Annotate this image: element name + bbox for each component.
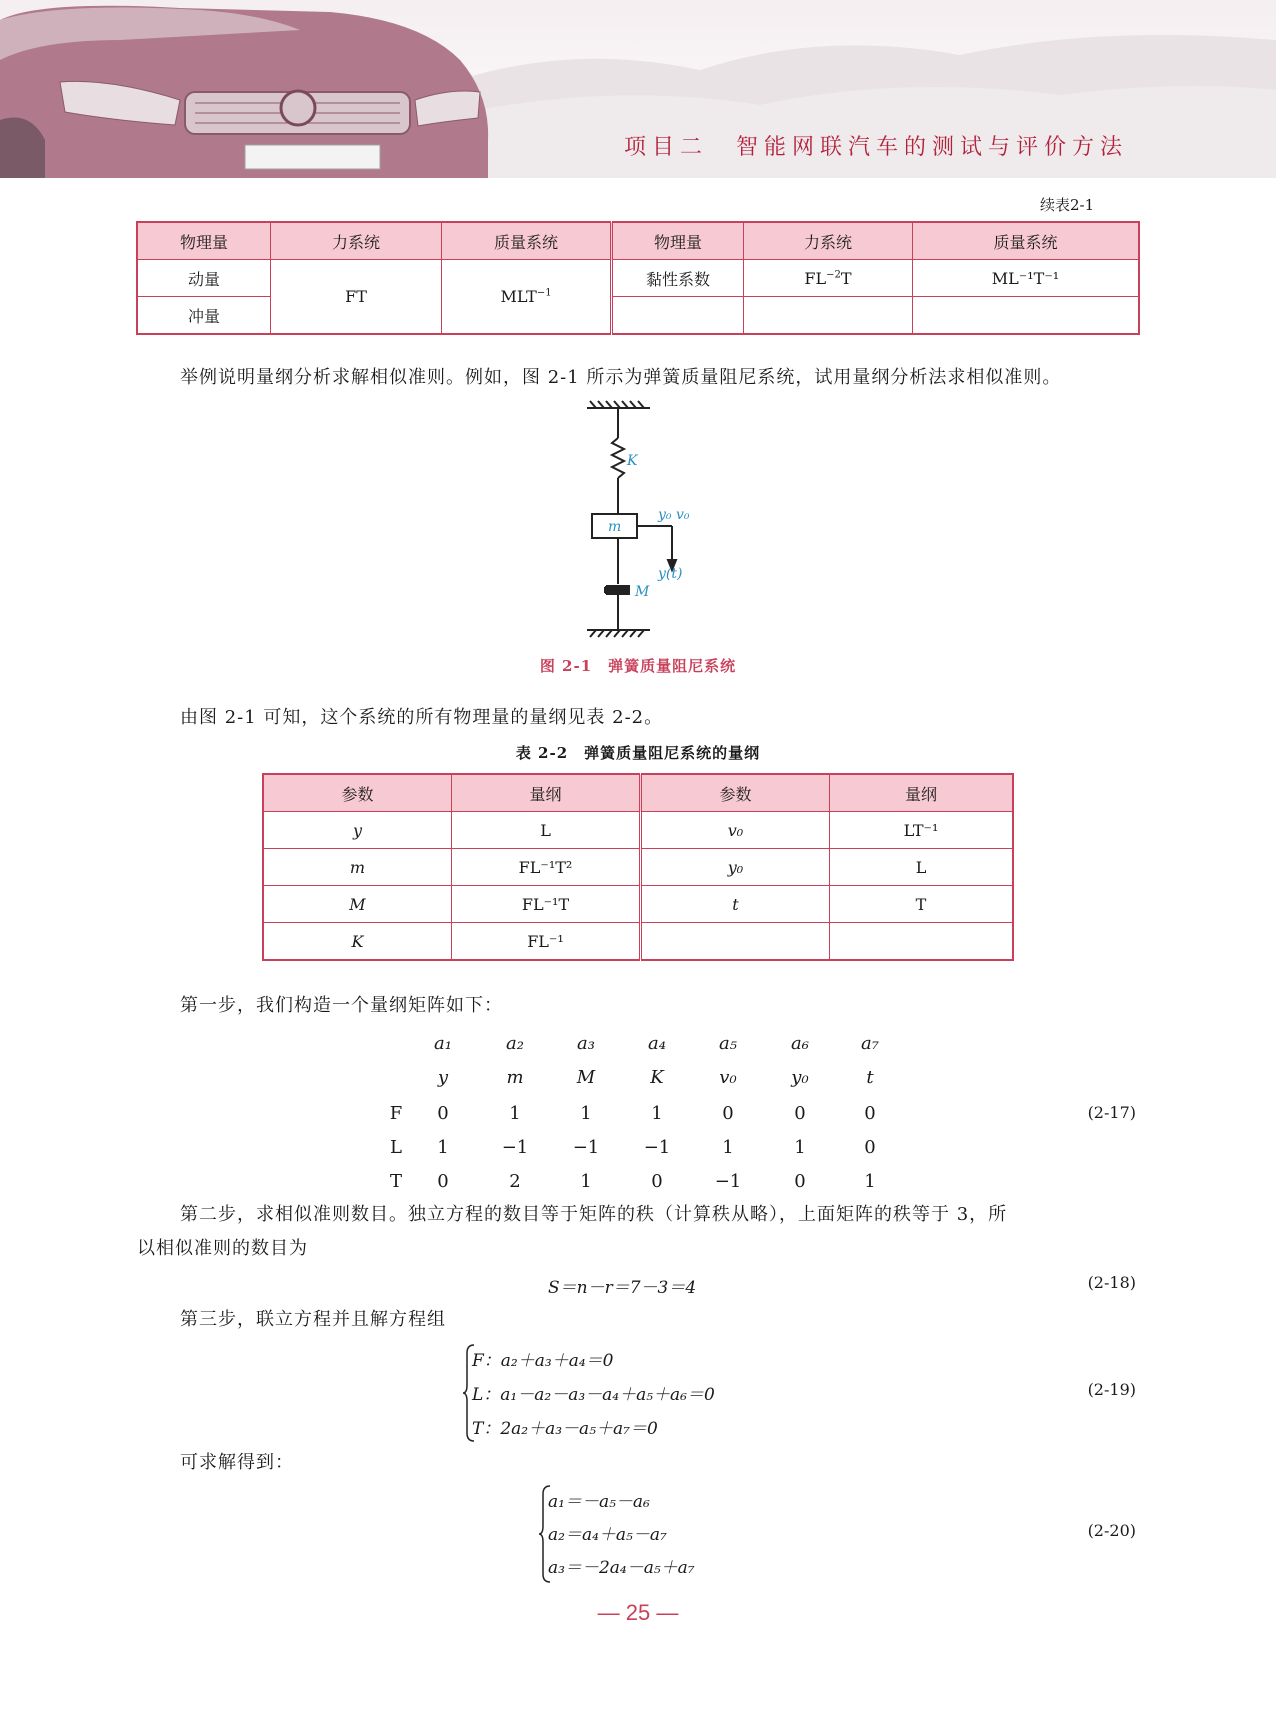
matrix-cell: −1 (572, 1137, 600, 1158)
paragraph: 由图 2-1 可知，这个系统的所有物理量的量纲见表 2-2。 (180, 707, 664, 728)
table-cell: L (830, 849, 1014, 886)
matrix-coefficient-label: a₆ (791, 1033, 809, 1054)
paragraph: 第二步，求相似准则数目。独立方程的数目等于矩阵的秩（计算秩从略），上面矩阵的秩等于 3，所 (180, 1204, 1008, 1225)
table-cell: t (641, 886, 830, 923)
matrix-coefficient-label: a₇ (861, 1033, 879, 1054)
label-M: M (635, 584, 650, 600)
header-cell: 量纲 (452, 774, 641, 812)
paragraph: 举例说明量纲分析求解相似准则。例如，图 2-1 所示为弹簧质量阻尼系统，试用量纲分析法求相似准则。 (180, 367, 1062, 388)
matrix-cell: 1 (864, 1171, 876, 1192)
matrix-cell: −1 (643, 1137, 671, 1158)
header-cell: 参数 (263, 774, 452, 812)
matrix-cell: 0 (437, 1103, 449, 1124)
equation-line: a₂＝a₄＋a₅－a₇ (548, 1525, 667, 1545)
table-cell (612, 297, 744, 335)
header-cell: 物理量 (137, 222, 271, 260)
table-cell: m (263, 849, 452, 886)
figure-caption: 图 2-1 弹簧质量阻尼系统 (539, 657, 737, 675)
table-cell: LT⁻¹ (830, 812, 1014, 849)
equation-2-19 (472, 1344, 715, 1446)
label-yt: y(t) (658, 566, 683, 582)
table-row (263, 923, 1013, 961)
equation-number: (2-18) (1087, 1273, 1136, 1292)
paragraph: 第一步，我们构造一个量纲矩阵如下： (180, 995, 503, 1016)
header-banner (0, 0, 1276, 178)
header-cell: 物理量 (612, 222, 744, 260)
matrix-coefficient-label: a₂ (506, 1033, 524, 1054)
matrix-cell: 0 (864, 1137, 876, 1158)
table-caption-continued: 续表2-1 (1040, 196, 1095, 214)
table-cell: L (452, 812, 641, 849)
table-cell: y (263, 812, 452, 849)
equation-2-18: S＝n－r＝7－3＝4 (548, 1278, 697, 1298)
table-title: 表 2-2 弹簧质量阻尼系统的量纲 (515, 744, 761, 762)
paragraph: 以相似准则的数目为 (137, 1238, 308, 1259)
table-cell (744, 297, 913, 335)
table-2-1-continued (136, 221, 1140, 335)
header-cell: 力系统 (744, 222, 913, 260)
table-cell: FL⁻¹T (452, 886, 641, 923)
table-cell: y₀ (641, 849, 830, 886)
label-m: m (608, 519, 622, 535)
matrix-coefficient-label: a₃ (577, 1033, 595, 1054)
table-cell: FT (271, 260, 442, 335)
equation-line: a₁＝－a₅－a₆ (548, 1492, 650, 1512)
header-cell: 力系统 (271, 222, 442, 260)
matrix-cell: 0 (794, 1171, 806, 1192)
matrix-variable-label: M (576, 1067, 596, 1088)
matrix-cell: 0 (437, 1171, 449, 1192)
table-cell (913, 297, 1140, 335)
paragraph: 可求解得到： (180, 1452, 294, 1473)
equation-line: L：a₁－a₂－a₃－a₄＋a₅＋a₆＝0 (472, 1385, 715, 1405)
equation-number: (2-20) (1087, 1521, 1136, 1540)
matrix-coefficient-label: a₅ (719, 1033, 737, 1054)
table-cell (641, 923, 830, 961)
matrix-cell: 1 (437, 1137, 449, 1158)
force-tail: T (840, 268, 852, 288)
matrix-coefficient-label: a₄ (648, 1033, 666, 1054)
table-row (263, 849, 1013, 886)
table-cell (744, 260, 913, 297)
equation-2-20 (548, 1486, 695, 1585)
mass-base: MLT (500, 287, 537, 306)
matrix-variable-label: v₀ (719, 1067, 737, 1088)
equation-number: (2-17) (1087, 1103, 1136, 1122)
matrix-row-label: L (390, 1137, 402, 1158)
matrix-cell: 0 (722, 1103, 734, 1124)
spring-mass-damper-figure (580, 398, 710, 643)
matrix-variable-label: m (506, 1067, 524, 1088)
equation-line: a₃＝－2a₄－a₅＋a₇ (548, 1558, 695, 1578)
matrix-cell: 0 (651, 1171, 663, 1192)
paragraph: 第三步，联立方程并且解方程组 (180, 1309, 446, 1330)
matrix-cell: −1 (714, 1171, 742, 1192)
table-cell: T (830, 886, 1014, 923)
page-number: — 25 — (597, 1600, 679, 1625)
force-exponent: −2 (826, 269, 841, 281)
matrix-row-label: F (389, 1103, 403, 1124)
table-cell: 动量 (137, 260, 271, 297)
label-y0v0: y₀ v₀ (658, 507, 690, 523)
force-base: FL (804, 268, 827, 288)
matrix-cell: 2 (509, 1171, 521, 1192)
table-cell: 黏性系数 (612, 260, 744, 297)
table-cell (442, 260, 612, 335)
matrix-variable-label: y (437, 1067, 449, 1088)
chapter-title: 项目二 智能网联汽车的测试与评价方法 (623, 135, 1128, 160)
matrix-row-label: T (389, 1171, 402, 1192)
label-K: K (627, 453, 638, 469)
table-cell: ML⁻¹T⁻¹ (913, 260, 1140, 297)
matrix-cell: 1 (794, 1137, 806, 1158)
table-cell: K (263, 923, 452, 961)
matrix-cell: 1 (722, 1137, 734, 1158)
header-cell: 参数 (641, 774, 830, 812)
matrix-cell: 1 (580, 1103, 592, 1124)
table-row (263, 812, 1013, 849)
header-cell: 质量系统 (442, 222, 612, 260)
matrix-variable-label: y₀ (791, 1067, 809, 1088)
table-cell: M (263, 886, 452, 923)
mass-exponent: −1 (536, 287, 552, 299)
matrix-cell: −1 (501, 1137, 529, 1158)
table-cell: v₀ (641, 812, 830, 849)
matrix-cell: 1 (580, 1171, 592, 1192)
matrix-variable-label: K (650, 1067, 664, 1088)
header-cell: 量纲 (830, 774, 1014, 812)
table-row (263, 886, 1013, 923)
matrix-cell: 1 (651, 1103, 663, 1124)
matrix-cell: 0 (864, 1103, 876, 1124)
table-2-2 (262, 773, 1014, 961)
equation-line: F：a₂＋a₃＋a₄＝0 (472, 1351, 614, 1371)
equation-line: T：2a₂＋a₃－a₅＋a₇＝0 (472, 1419, 658, 1439)
table-cell: FL⁻¹T² (452, 849, 641, 886)
matrix-cell: 1 (509, 1103, 521, 1124)
header-cell: 质量系统 (913, 222, 1140, 260)
equation-number: (2-19) (1087, 1380, 1136, 1399)
table-cell (830, 923, 1014, 961)
table-cell: FL⁻¹ (452, 923, 641, 961)
matrix-coefficient-label: a₁ (434, 1033, 452, 1054)
matrix-variable-label: t (866, 1067, 874, 1088)
matrix-cell: 0 (794, 1103, 806, 1124)
table-cell: 冲量 (137, 297, 271, 335)
